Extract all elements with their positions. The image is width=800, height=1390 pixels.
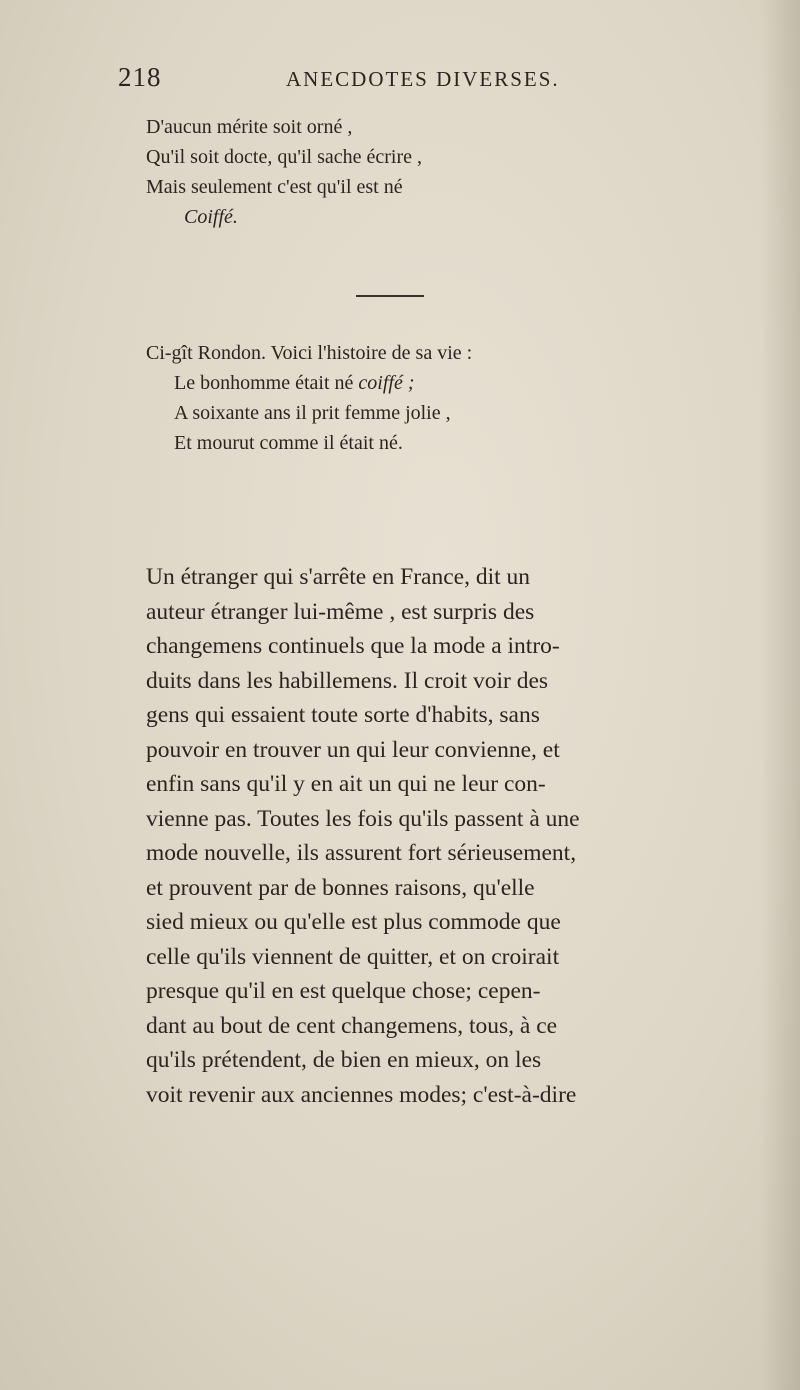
prose-line: voit revenir aux anciennes modes; c'est-à-dire	[146, 1081, 577, 1108]
prose-line: gens qui essaient toute sorte d'habits, sans	[146, 702, 540, 728]
running-title: ANECDOTES DIVERSES.	[286, 67, 560, 91]
poem-two-line: A soixante ans il prit femme jolie ,	[174, 402, 451, 424]
prose-line: auteur étranger lui-même , est surpris des	[146, 598, 535, 625]
poem-one-final-word: Coiffé.	[184, 206, 238, 228]
prose-line: sied mieux ou qu'elle est plus commode que	[146, 909, 561, 935]
poem-two-line-text: Le bonhomme était né	[174, 372, 359, 394]
poem-two-line	[146, 368, 472, 398]
poem-two-line: Et mourut comme il était né.	[174, 432, 403, 454]
prose-line: Un étranger qui s'arrête en France, dit un	[146, 564, 530, 590]
prose-paragraph	[146, 560, 798, 1112]
running-head	[118, 62, 678, 98]
prose-line: enfin sans qu'il y en ait un qui ne leur con-	[146, 771, 546, 797]
page-number: 218	[118, 62, 162, 92]
prose-line: pouvoir en trouver un qui leur convienne, et	[146, 736, 560, 763]
poem-one-line: Mais seulement c'est qu'il est né	[146, 176, 403, 198]
poem-two-line: Ci-gît Rondon. Voici l'histoire de sa vie :	[146, 342, 473, 364]
poem-one-line: D'aucun mérite soit orné ,	[146, 116, 353, 138]
prose-line: vienne pas. Toutes les fois qu'ils passent à une	[146, 805, 580, 832]
prose-line: presque qu'il en est quelque chose; cepen-	[146, 978, 541, 1004]
poem-one	[146, 112, 422, 232]
prose-line: qu'ils prétendent, de bien en mieux, on les	[146, 1047, 542, 1073]
prose-line: duits dans les habillemens. Il croit voir des	[146, 667, 549, 694]
poem-one-line: Qu'il soit docte, qu'il sache écrire ,	[146, 146, 423, 168]
prose-line: et prouvent par de bonnes raisons, qu'elle	[146, 874, 535, 901]
prose-line: mode nouvelle, ils assurent fort sérieusement,	[146, 840, 577, 866]
prose-line: changemens continuels que la mode a intro-	[146, 633, 560, 659]
poem-two-line-italic: coiffé ;	[358, 372, 415, 394]
prose-line: dant au bout de cent changemens, tous, à ce	[146, 1012, 558, 1039]
section-divider	[356, 295, 424, 297]
prose-line: celle qu'ils viennent de quitter, et on croirait	[146, 943, 560, 970]
poem-two-epitaph	[146, 338, 472, 458]
